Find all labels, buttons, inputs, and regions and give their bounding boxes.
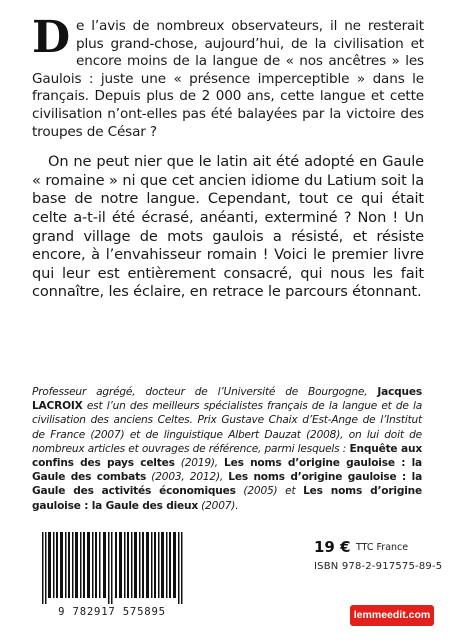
book-title-4: Les noms d’origine gauloise : la Gaule des dieux [32, 485, 422, 512]
barcode-number: 9 782917 575895 [58, 606, 166, 618]
isbn: ISBN 978-2-917575-89-5 [314, 561, 443, 572]
bio-text-4: (2003, 2012), [146, 471, 229, 484]
book-title-3: Les noms d’origine gauloise : la Gaule des activités économiques [32, 471, 423, 498]
bio-text-1: Professeur agrégé, docteur de l’Université de Bourgogne, [32, 386, 378, 398]
author-bio [32, 385, 422, 513]
bio-text-5: (2005) et [235, 485, 304, 498]
drop-cap: D [32, 12, 71, 63]
barcode-bars [36, 532, 188, 604]
bio-text-2: est l’un des meilleurs spécialistes français de la langue et de la civilisation des anciens Celtes. Prix Gustave Chaix d’Est-Ange de l’Institut de France (2007) et de linguistique Albert Dauzat (2008), on lui doit de nombreux articles et ouvrages de référence, parmi lesquels : [32, 400, 422, 455]
price: 19 € [314, 538, 351, 556]
blurb [32, 12, 424, 302]
book-title-2: Les noms d’origine gauloise : la Gaule des combats [32, 457, 423, 484]
book-title-1: Enquête aux confins des pays celtes [32, 442, 422, 470]
blurb-paragraph-2: On ne peut nier que le latin ait été adopté en Gaule « romaine » ni que cet ancien idiome du Latium soit la base de notre langue. Cependant, tout ce qui était celte a-t-il été écrasé, anéanti, exterminé ? Non ! Un grand village de mots gaulois a résisté, et résiste encore, à l’envahisseur romain ! Voici le premier livre qui leur est entièrement consacré, qui nous les fait connaître, les éclaire, en retrace le parcours étonnant. [32, 153, 424, 301]
barcode [36, 532, 188, 604]
bio-text-3: (2019), [174, 457, 225, 470]
price-suffix: TTC France [356, 542, 409, 553]
author-name: Jacques LACROIX [32, 386, 422, 413]
blurb-paragraph-1 [32, 12, 424, 141]
bio-text-6: (2007). [198, 499, 239, 512]
publisher-logo: lemmeedit.com [350, 605, 434, 626]
blurb-paragraph-1-text: e l’avis de nombreux observateurs, il ne resterait plus grand-chose, aujourd’hui, de la civilisation et encore moins de la langue de « nos ancêtres » les Gaulois : juste une « présence imperceptible » dans le français. Depuis plus de 2 000 ans, cette langue et cette civilisation n’ont-elles pas été balayées par la victoire des troupes de César ? [32, 18, 424, 140]
